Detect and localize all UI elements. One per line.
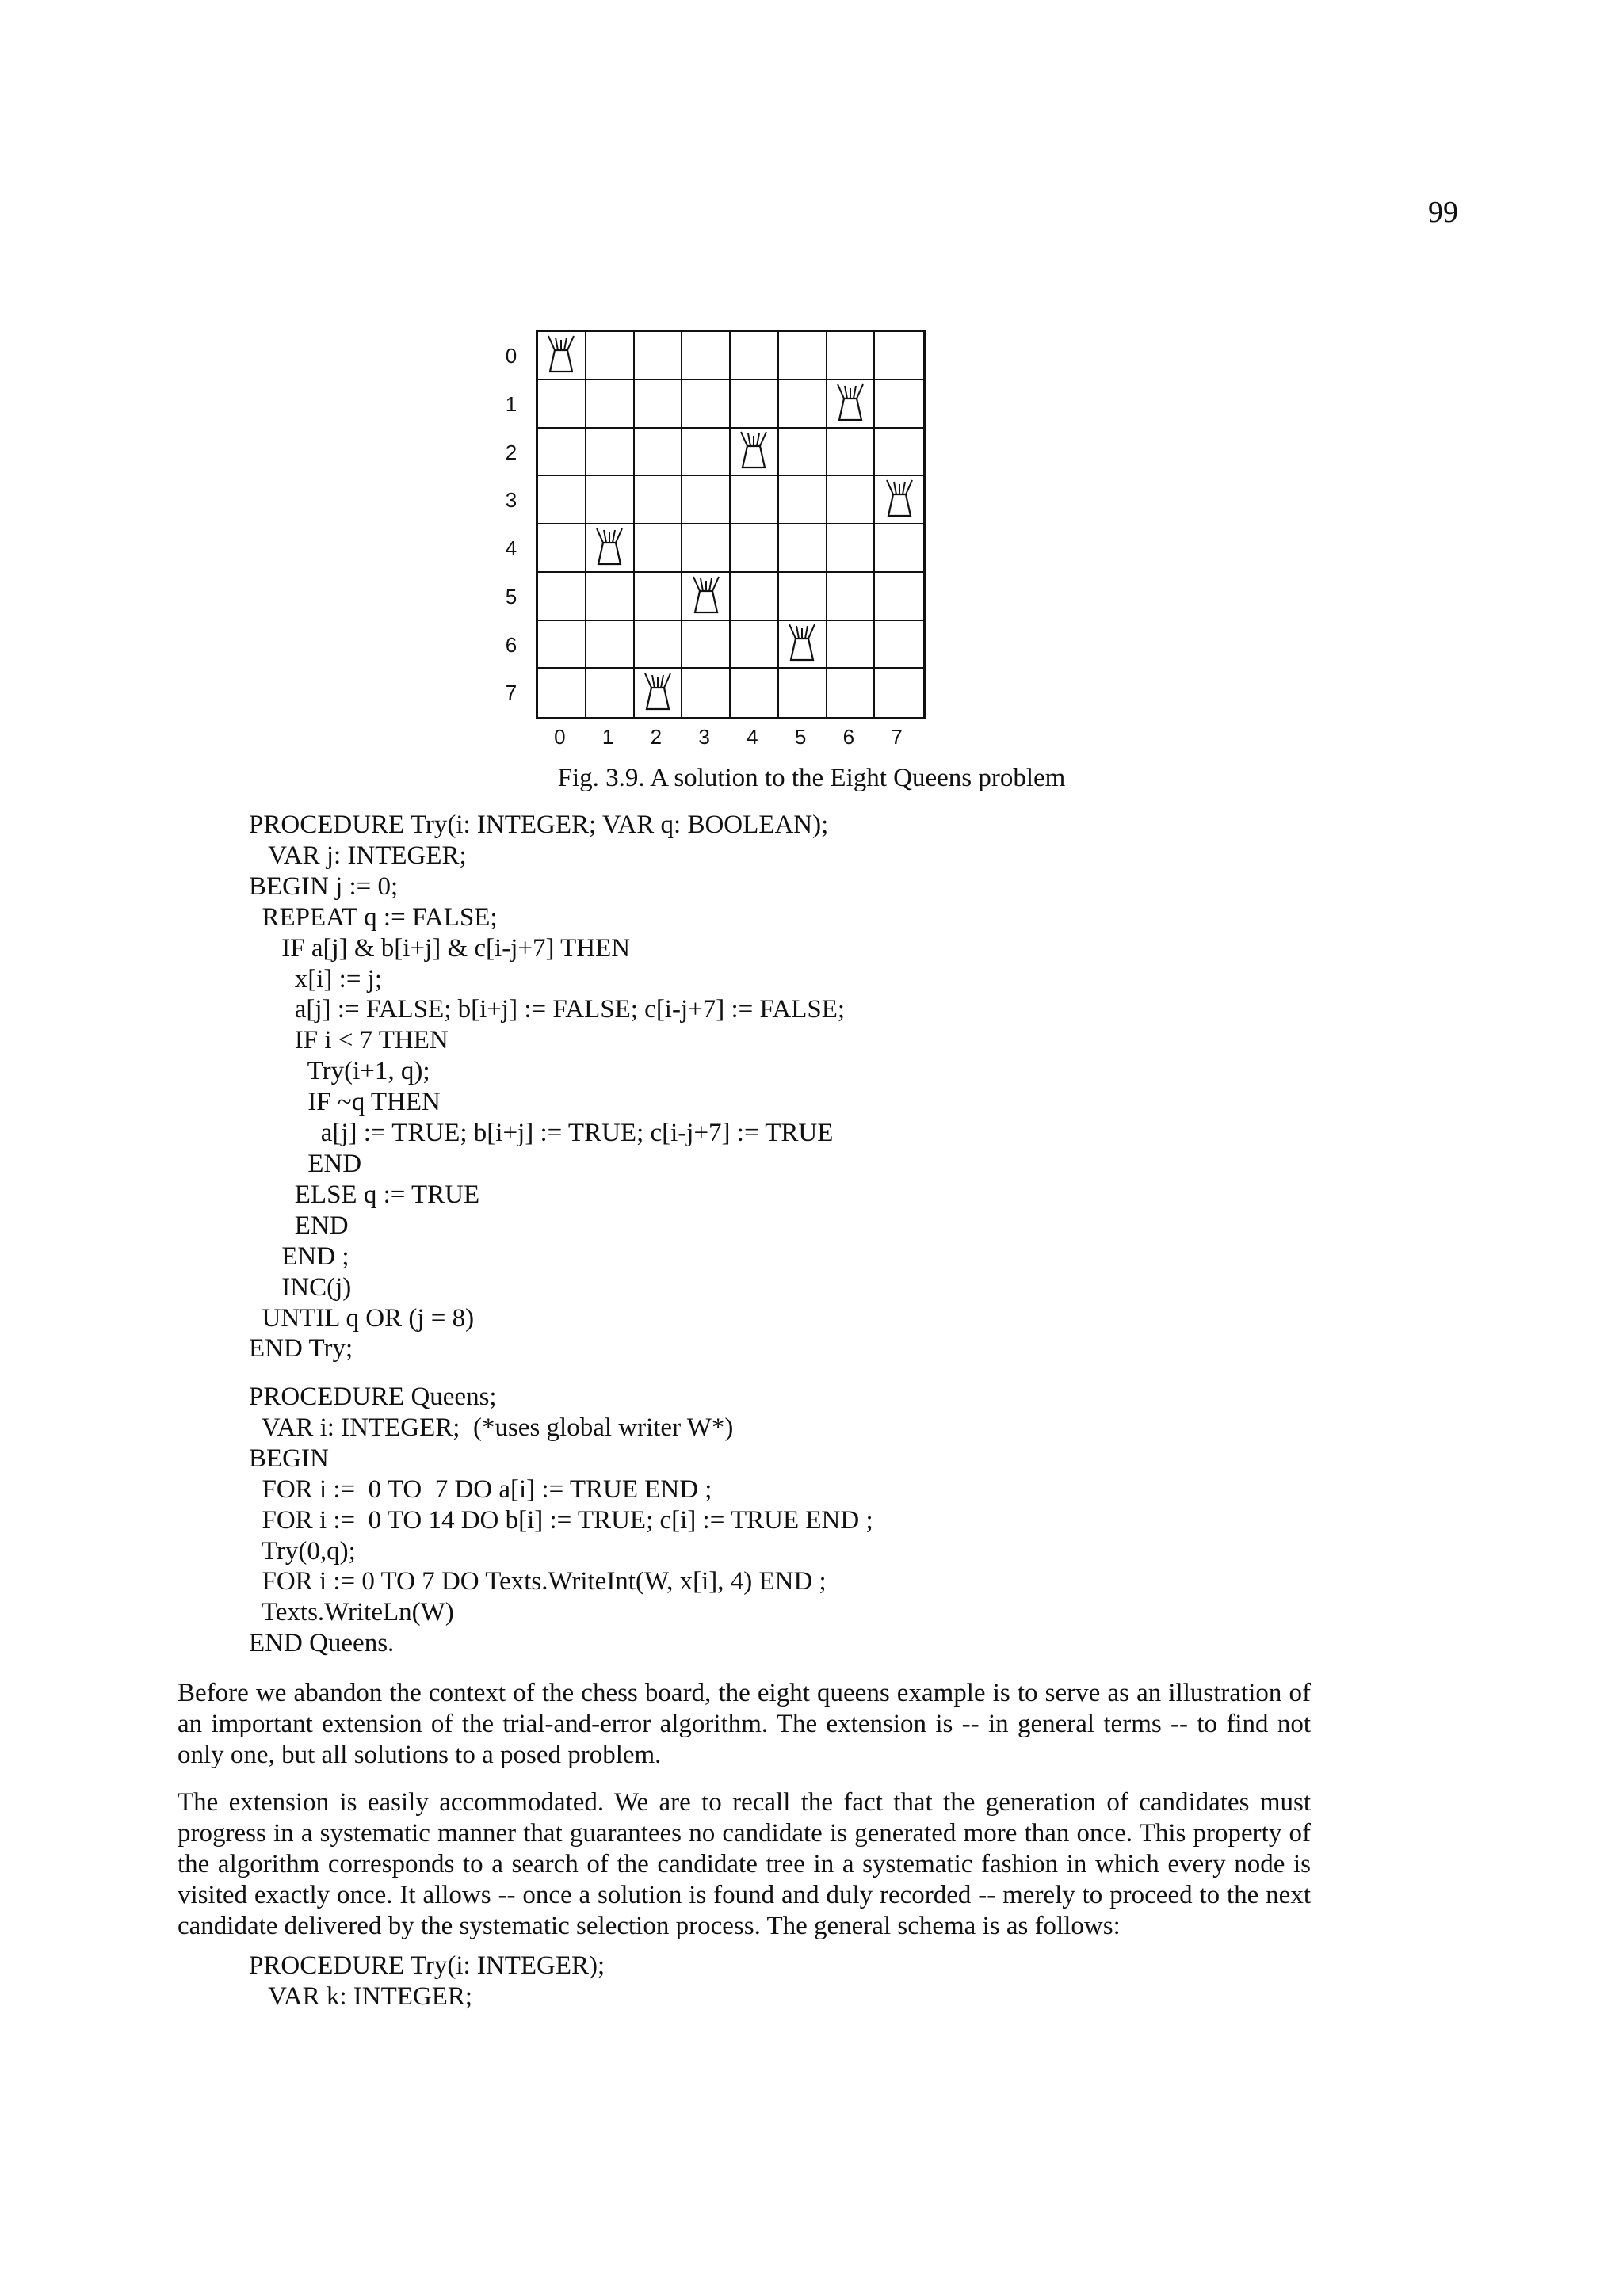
board-square (682, 429, 731, 477)
row-label: 2 (505, 440, 517, 464)
code-line: Try(i+1, q); (249, 1057, 430, 1086)
board-square (779, 573, 827, 621)
code-line: Texts.WriteLn(W) (249, 1598, 454, 1627)
chess-queen-icon (834, 381, 866, 426)
code-line: END ; (249, 1241, 349, 1271)
column-label: 6 (842, 725, 855, 749)
board-square (827, 332, 876, 380)
chess-queen-icon (786, 621, 818, 666)
row-label: 0 (505, 344, 517, 368)
column-label: 1 (601, 725, 614, 749)
board-square (682, 476, 731, 524)
board-square (875, 429, 923, 477)
board-square (682, 524, 731, 573)
board-square (586, 621, 635, 669)
board-square (731, 669, 779, 717)
board-square (586, 332, 635, 380)
code-line: REPEAT q := FALSE; (249, 902, 498, 932)
board-square (827, 524, 876, 573)
board-square (779, 524, 827, 573)
code-line: BEGIN (249, 1444, 329, 1473)
board-square (875, 669, 923, 717)
code-line: x[i] := j; (249, 964, 383, 994)
board-square (875, 524, 923, 573)
board-square (779, 621, 827, 669)
board-square (875, 332, 923, 380)
code-line: VAR k: INTEGER; (249, 1981, 473, 2011)
board-square (586, 524, 635, 573)
chess-board (536, 330, 926, 719)
column-label: 0 (554, 725, 566, 749)
board-square (635, 429, 683, 477)
code-line: PROCEDURE Try(i: INTEGER; VAR q: BOOLEAN); (249, 810, 829, 839)
board-square (635, 476, 683, 524)
column-label: 5 (794, 725, 807, 749)
board-square (635, 332, 683, 380)
code-line: a[j] := FALSE; b[i+j] := FALSE; c[i-j+7] := FALSE; (249, 995, 846, 1024)
board-square (731, 524, 779, 573)
board-square (827, 380, 876, 429)
row-label: 6 (505, 632, 517, 657)
code-block-try-procedure (249, 810, 845, 1364)
code-line: Try(0,q); (249, 1536, 356, 1566)
board-square (731, 476, 779, 524)
board-square (538, 429, 586, 477)
row-label: 3 (505, 488, 517, 513)
board-square (779, 332, 827, 380)
board-square (682, 332, 731, 380)
board-row-labels (499, 332, 523, 717)
column-label: 2 (650, 725, 663, 749)
row-label: 4 (505, 536, 517, 560)
board-square (875, 621, 923, 669)
board-square (731, 332, 779, 380)
board-square (875, 476, 923, 524)
body-paragraph: The extension is easily accommodated. We are to recall the fact that the generation of candidates must progress in a systematic manner that guarantees no candidate is generated more than once. This property of the algorithm corresponds to a search of the candidate tree in a systematic fashion in which every node is visited exactly once. It allows -- once a solution is found and duly recorded -- merely to proceed to the next candidate delivered by the systematic selection process. The general schema is as follows: (178, 1788, 1311, 1940)
figure-caption: Fig. 3.9. A solution to the Eight Queens problem (557, 764, 1066, 792)
board-square (538, 669, 586, 717)
board-column-labels (536, 721, 926, 753)
board-square (538, 573, 586, 621)
board-square (779, 380, 827, 429)
code-line: FOR i := 0 TO 7 DO Texts.WriteInt(W, x[i], 4) END ; (249, 1567, 827, 1596)
board-square (779, 429, 827, 477)
body-paragraph: Before we abandon the context of the chess board, the eight queens example is to serve as an illustration of an important extension of the trial-and-error algorithm. The extension is -- in general terms -- to find not only one, but all solutions to a posed problem. (178, 1679, 1311, 1769)
code-line: FOR i := 0 TO 7 DO a[i] := TRUE END ; (249, 1474, 712, 1504)
board-square (875, 380, 923, 429)
row-label: 1 (505, 391, 517, 416)
board-square (682, 380, 731, 429)
board-square (586, 429, 635, 477)
board-square (635, 524, 683, 573)
code-line: IF a[j] & b[i+j] & c[i-j+7] THEN (249, 933, 631, 963)
code-line: END (249, 1149, 362, 1178)
code-line: BEGIN j := 0; (249, 871, 399, 901)
board-square (538, 380, 586, 429)
board-square (586, 476, 635, 524)
chess-queen-icon (594, 525, 625, 570)
column-label: 3 (698, 725, 710, 749)
board-square (635, 669, 683, 717)
code-block-try-all-procedure (249, 1951, 605, 2012)
chess-queen-icon (642, 670, 674, 715)
board-square (682, 573, 731, 621)
code-block-queens-procedure (249, 1382, 873, 1659)
code-line: IF i < 7 THEN (249, 1026, 449, 1055)
board-square (731, 429, 779, 477)
board-square (538, 524, 586, 573)
code-line: UNTIL q OR (j = 8) (249, 1303, 475, 1333)
board-square (538, 332, 586, 380)
board-square (827, 621, 876, 669)
row-label: 7 (505, 681, 517, 705)
board-square (635, 573, 683, 621)
code-line: END Try; (249, 1334, 353, 1363)
chess-queen-icon (738, 429, 769, 474)
code-line: ELSE q := TRUE (249, 1180, 480, 1209)
board-square (586, 669, 635, 717)
chess-queen-icon (545, 333, 577, 378)
board-square (827, 429, 876, 477)
row-label: 5 (505, 584, 517, 608)
code-line: FOR i := 0 TO 14 DO b[i] := TRUE; c[i] := TRUE END ; (249, 1505, 873, 1535)
code-line: PROCEDURE Try(i: INTEGER); (249, 1951, 605, 1980)
board-square (731, 380, 779, 429)
code-line: END (249, 1211, 349, 1240)
code-line: VAR j: INTEGER; (249, 841, 467, 870)
board-square (731, 621, 779, 669)
board-square (827, 573, 876, 621)
code-line: IF ~q THEN (249, 1088, 441, 1117)
column-label: 7 (891, 725, 903, 749)
code-line: PROCEDURE Queens; (249, 1383, 497, 1411)
chess-queen-icon (690, 574, 722, 619)
code-line: END Queens. (249, 1629, 395, 1658)
board-square (875, 573, 923, 621)
board-square (682, 669, 731, 717)
code-line: a[j] := TRUE; b[i+j] := TRUE; c[i-j+7] := TRUE (249, 1119, 834, 1148)
board-square (538, 621, 586, 669)
board-square (779, 476, 827, 524)
board-square (635, 621, 683, 669)
board-square (586, 573, 635, 621)
board-square (586, 380, 635, 429)
code-line: VAR i: INTEGER; (*uses global writer W*) (249, 1413, 734, 1442)
page-number: 99 (1428, 196, 1458, 229)
board-square (827, 669, 876, 717)
board-square (538, 476, 586, 524)
board-square (635, 380, 683, 429)
chess-queen-icon (884, 477, 915, 522)
column-label: 4 (747, 725, 758, 749)
board-square (682, 621, 731, 669)
board-square (731, 573, 779, 621)
board-square (779, 669, 827, 717)
code-line: INC(j) (249, 1272, 352, 1302)
board-square (827, 476, 876, 524)
